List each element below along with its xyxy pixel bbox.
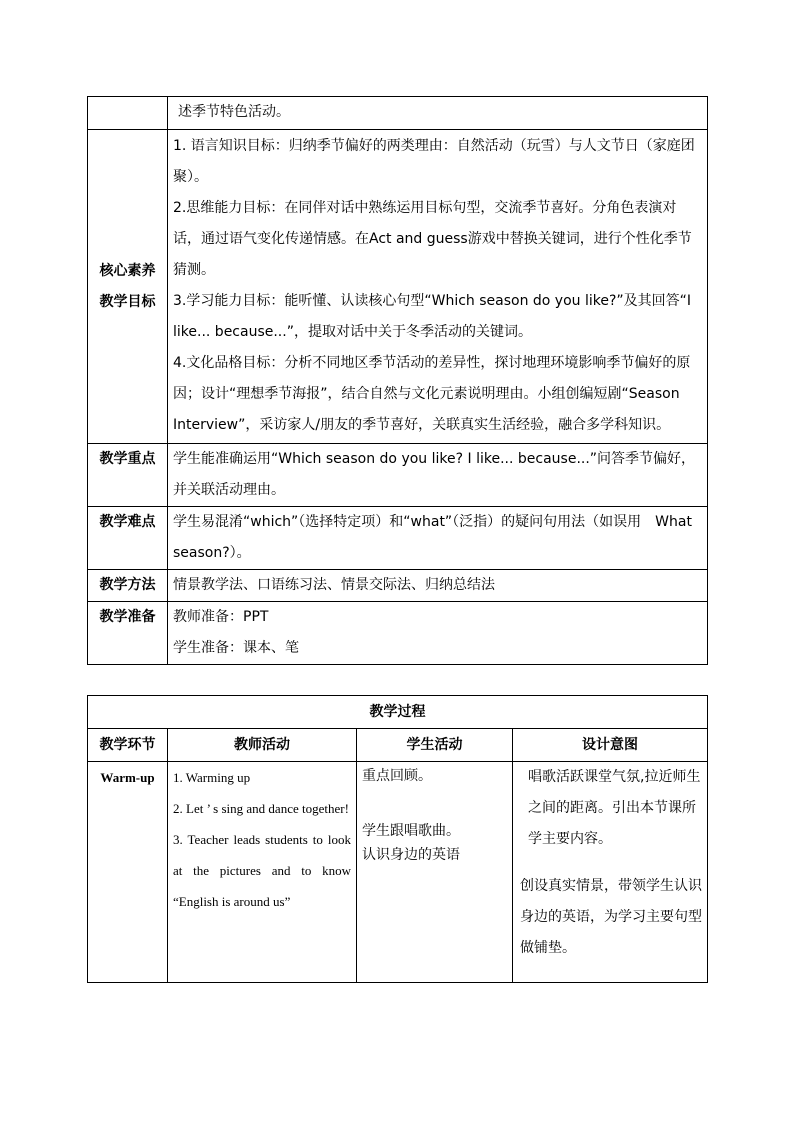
teaching-process-table — [87, 695, 708, 983]
teacher-activity-item: 1. Warming up — [173, 770, 251, 785]
objectives-label-line2: 教学目标 — [99, 293, 156, 310]
difficulty-label: 教学难点 — [88, 507, 168, 570]
difficulty-row — [88, 507, 708, 570]
student-activity-item: 认识身边的英语 — [362, 847, 460, 863]
teacher-activity-cell — [168, 762, 357, 983]
header-teacher-activity: 教师活动 — [168, 729, 357, 762]
key-point-label: 教学重点 — [88, 444, 168, 507]
student-activity-cell — [357, 762, 513, 983]
student-activity-item: 学生跟唱歌曲。 — [362, 823, 460, 839]
process-title-row — [88, 696, 708, 729]
methods-text: 情景教学法、口语练习法、情景交际法、归纳总结法 — [168, 570, 708, 602]
header-design-intent: 设计意图 — [513, 729, 708, 762]
methods-row — [88, 570, 708, 602]
teacher-preparation: 教师准备：PPT — [173, 609, 269, 625]
difficulty-text: 学生易混淆“which”（选择特定项）和“what”（泛指）的疑问句用法（如误用 What season?）。 — [168, 507, 708, 570]
objectives-row — [88, 130, 708, 444]
objective-item: 1. 语言知识目标：归纳季节偏好的两类理由：自然活动（玩雪）与人文节日（家庭团聚）。 — [173, 138, 695, 185]
process-title: 教学过程 — [88, 696, 708, 729]
teacher-activity-item: 2. Let ’ s sing and dance together! — [173, 801, 349, 816]
header-stage: 教学环节 — [88, 729, 168, 762]
teacher-activity-item: 3. Teacher leads students to look at the pictures and to know “English is around us” — [173, 832, 351, 909]
intro-label-cell — [88, 97, 168, 130]
lesson-info-table — [87, 96, 708, 665]
key-point-text: 学生能准确运用“Which season do you like? I like... because...”问答季节偏好，并关联活动理由。 — [168, 444, 708, 507]
process-header-row — [88, 729, 708, 762]
objective-item: 3.学习能力目标：能听懂、认读核心句型“Which season do you like?”及其回答“I like... because...”，提取对话中关于冬季活动的关键词。 — [173, 293, 692, 340]
design-intent-item: 创设真实情景，带领学生认识身边的英语，为学习主要句型做铺垫。 — [520, 878, 702, 956]
stage-warmup: Warm-up — [88, 762, 168, 983]
preparation-label: 教学准备 — [88, 602, 168, 665]
objective-item: 2.思维能力目标：在同伴对话中熟练运用目标句型，交流季节喜好。分角色表演对话，通过语气变化传递情感。在Act and guess游戏中替换关键词，进行个性化季节猜测。 — [173, 200, 692, 278]
objectives-label — [88, 130, 168, 444]
design-intent-item: 唱歌活跃课堂气氛,拉近师生之间的距离。引出本节课所学主要内容。 — [528, 769, 701, 847]
intro-text: 述季节特色活动。 — [168, 97, 708, 130]
student-preparation: 学生准备：课本、笔 — [173, 640, 299, 656]
preparation-row — [88, 602, 708, 665]
methods-label: 教学方法 — [88, 570, 168, 602]
objective-item: 4.文化品格目标：分析不同地区季节活动的差异性，探讨地理环境影响季节偏好的原因；设计“理想季节海报”，结合自然与文化元素说明理由。小组创编短剧“Season Interview”，采访家人/朋友的季节喜好，关联真实生活经验，融合多学科知识。 — [173, 355, 691, 433]
key-point-row — [88, 444, 708, 507]
preparation-content — [168, 602, 708, 665]
header-student-activity: 学生活动 — [357, 729, 513, 762]
intro-row — [88, 97, 708, 130]
warmup-row — [88, 762, 708, 983]
objectives-label-line1: 核心素养 — [99, 262, 156, 279]
objectives-content — [168, 130, 708, 444]
design-intent-cell — [513, 762, 708, 983]
student-activity-item: 重点回顾。 — [362, 768, 432, 784]
